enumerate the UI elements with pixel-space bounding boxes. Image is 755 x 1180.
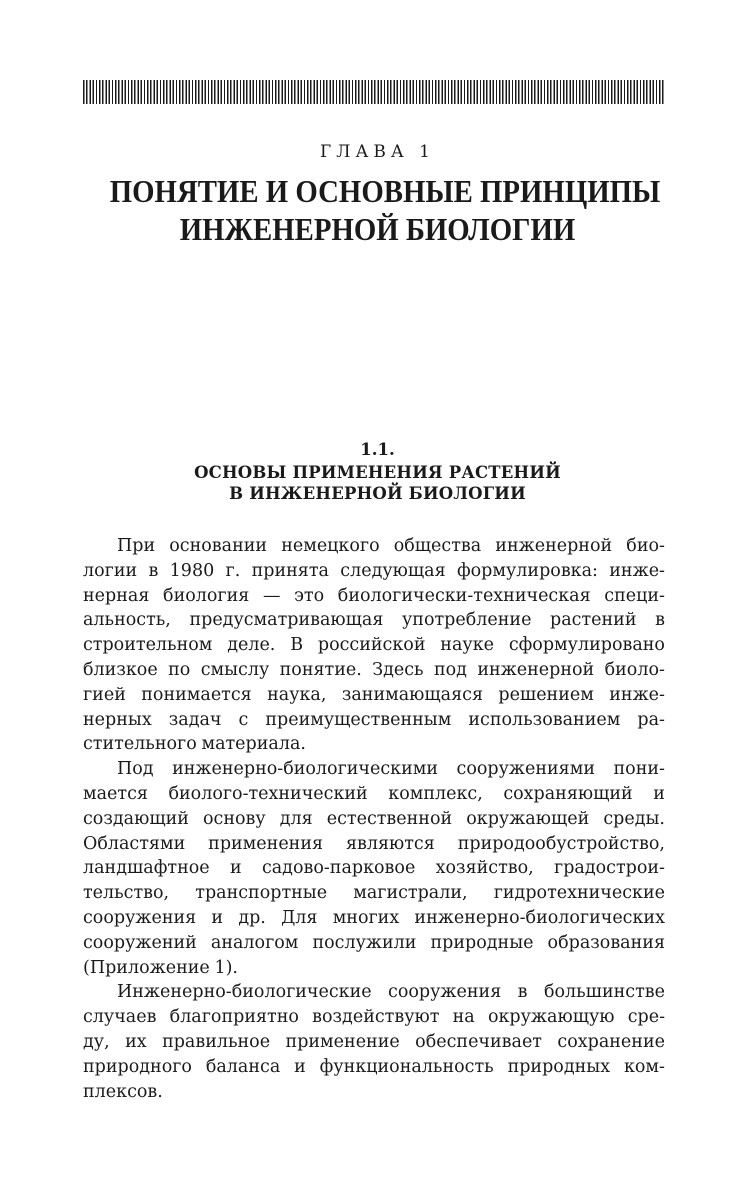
text-line: сооружений аналогом послужили природные образования	[83, 932, 665, 953]
text-line: строительном деле. В российской науке сформулировано	[83, 635, 665, 656]
text-line: тельство, транспортные магистрали, гидротехнические	[83, 883, 665, 904]
text-line: гией понимается наука, занимающаяся решением инже-	[83, 684, 665, 705]
paragraph	[83, 757, 665, 980]
text-line: нерных задач с преимущественным использованием ра-	[83, 709, 665, 730]
text-line: ландшафтное и садово-парковое хозяйство, градострои-	[83, 858, 665, 879]
text-line: Под инженерно-биологическими сооружениями пони-	[117, 759, 665, 780]
section-title	[80, 462, 675, 504]
text-line: природного баланса и функциональность природных ком-	[83, 1056, 665, 1077]
text-line: создающий основу для естественной окружающей среды.	[83, 808, 665, 829]
body-text	[83, 534, 665, 1104]
text-line: Инженерно-биологические сооружения в большинстве	[117, 982, 665, 1003]
chapter-title-line: ИНЖЕНЕРНОЙ БИОЛОГИИ	[179, 211, 576, 247]
text-line: (Приложение 1).	[83, 957, 238, 978]
chapter-title-line: ПОНЯТИЕ И ОСНОВНЫЕ ПРИНЦИПЫ	[109, 173, 661, 209]
text-line: логии в 1980 г. принята следующая формулировка: инже-	[83, 560, 665, 581]
decorative-header-rule	[83, 80, 665, 104]
chapter-title	[109, 172, 661, 248]
text-line: нерная биология — это биологически-техническая специ-	[83, 585, 665, 606]
paragraph	[83, 534, 665, 757]
text-line: близкое по смыслу понятие. Здесь под инженерной биоло-	[83, 659, 665, 680]
text-line: Областями применения являются природообустройство,	[83, 833, 665, 854]
section-number: 1.1.	[360, 440, 395, 459]
paragraph	[83, 980, 665, 1104]
text-line: сооружения и др. Для многих инженерно-биологических	[83, 907, 665, 928]
text-line: стительного материала.	[83, 734, 306, 755]
chapter-label: ГЛАВА 1	[320, 142, 435, 162]
text-line: При основании немецкого общества инженерной био-	[117, 536, 665, 556]
text-line: случаев благоприятно воздействуют на окружающую сре-	[83, 1007, 665, 1028]
section-title-line: В ИНЖЕНЕРНОЙ БИОЛОГИИ	[229, 484, 526, 503]
text-line: ду, их правильное применение обеспечивает сохранение	[83, 1031, 665, 1052]
section-title-line: ОСНОВЫ ПРИМЕНЕНИЯ РАСТЕНИЙ	[194, 463, 561, 482]
text-line: альность, предусматривающая употребление растений в	[83, 610, 665, 631]
text-line: плексов.	[83, 1081, 163, 1102]
text-line: мается биолого-технический комплекс, сохраняющий и	[83, 783, 665, 804]
